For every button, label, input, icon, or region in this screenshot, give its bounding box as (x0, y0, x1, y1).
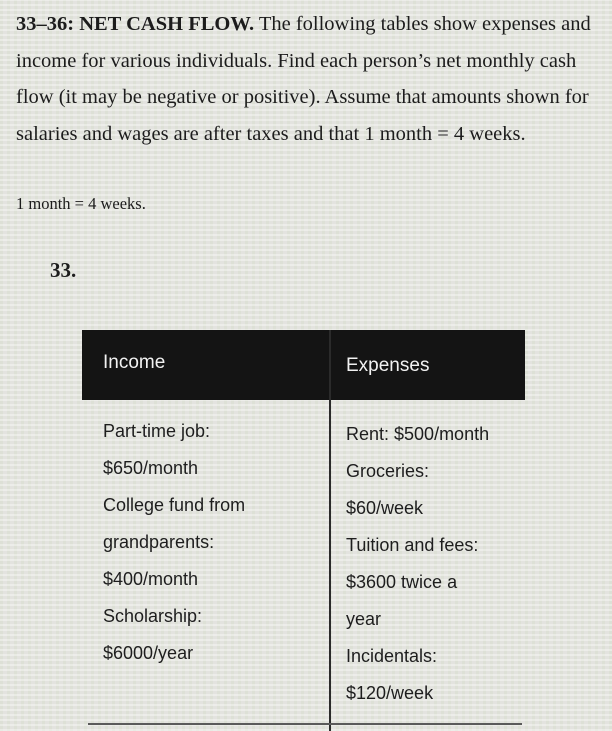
problem-number: 33. (50, 258, 77, 282)
income-line: grandparents: (103, 532, 215, 552)
expense-line: $60/week (346, 498, 424, 518)
cash-flow-table (82, 330, 525, 731)
expense-line: $120/week (346, 683, 434, 703)
expense-line: year (346, 609, 382, 629)
expenses-header: Expenses (346, 355, 430, 376)
problem-range-title: 33–36: NET CASH FLOW. (16, 13, 255, 35)
income-line: $6000/year (103, 643, 194, 663)
expense-line: Groceries: (346, 461, 430, 481)
income-line: Part-time job: (103, 421, 211, 441)
income-line: Scholarship: (103, 606, 203, 626)
income-line: $650/month (103, 458, 199, 478)
conversion-note: 1 month = 4 weeks. (16, 194, 146, 213)
expense-line: Rent: $500/month (346, 424, 490, 444)
problem-instructions: The following tables show expenses and income for various individuals. Find each person’s net monthly cash flow (it may be negative or positive). Assume that amounts shown for salaries and wages are after taxes and that 1 month = 4 weeks. (16, 13, 591, 145)
column-divider (329, 330, 331, 731)
expense-line: $3600 twice a (346, 572, 458, 592)
income-line: $400/month (103, 569, 199, 589)
income-header: Income (103, 352, 166, 373)
problem-intro (16, 6, 606, 152)
table-bottom-rule (88, 723, 522, 725)
expense-line: Tuition and fees: (346, 535, 479, 555)
expense-line: Incidentals: (346, 646, 438, 666)
income-line: College fund from (103, 495, 246, 515)
